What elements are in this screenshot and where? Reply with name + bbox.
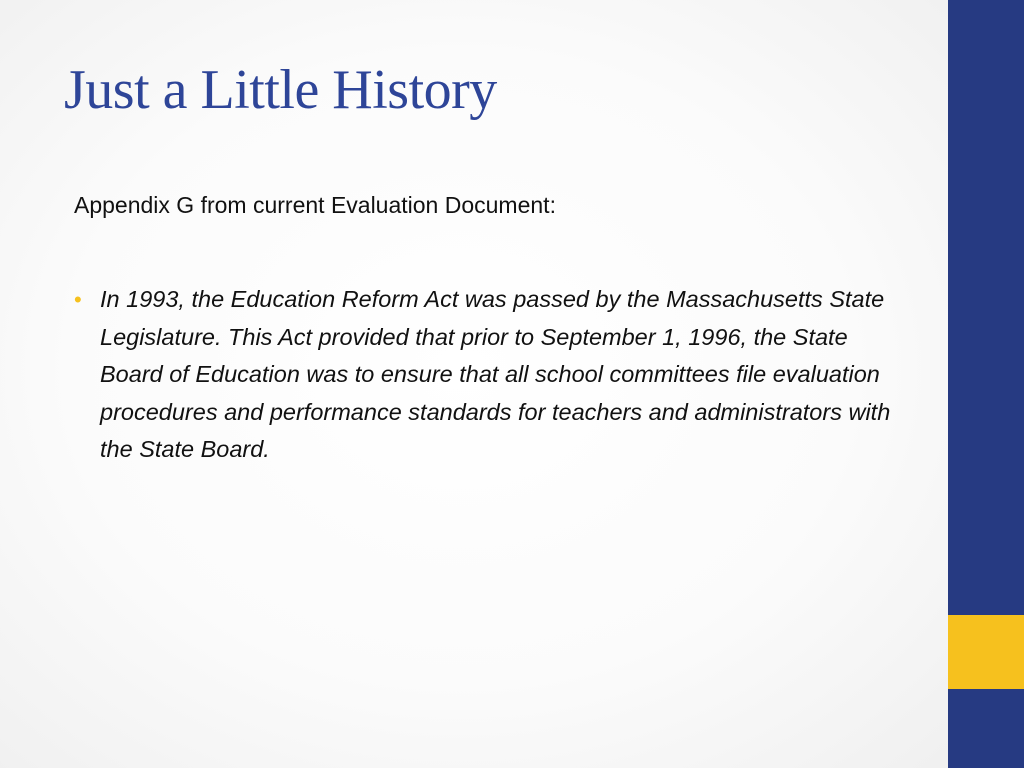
- bullet-item: [74, 281, 894, 469]
- side-accent-block: [948, 615, 1024, 689]
- bullet-text: In 1993, the Education Reform Act was passed by the Massachusetts State Legislature. This Act provided that prior to September 1, 1996, the State Board of Education was to ensure that all school committees file evaluation procedures and performance standards for teachers and administrators with the State Board.: [100, 286, 891, 462]
- intro-text: Appendix G from current Evaluation Document:: [74, 192, 556, 218]
- bullet-list: [74, 281, 894, 469]
- slide-title: Just a Little History: [64, 59, 497, 121]
- bullet-dot-icon: •: [74, 287, 82, 312]
